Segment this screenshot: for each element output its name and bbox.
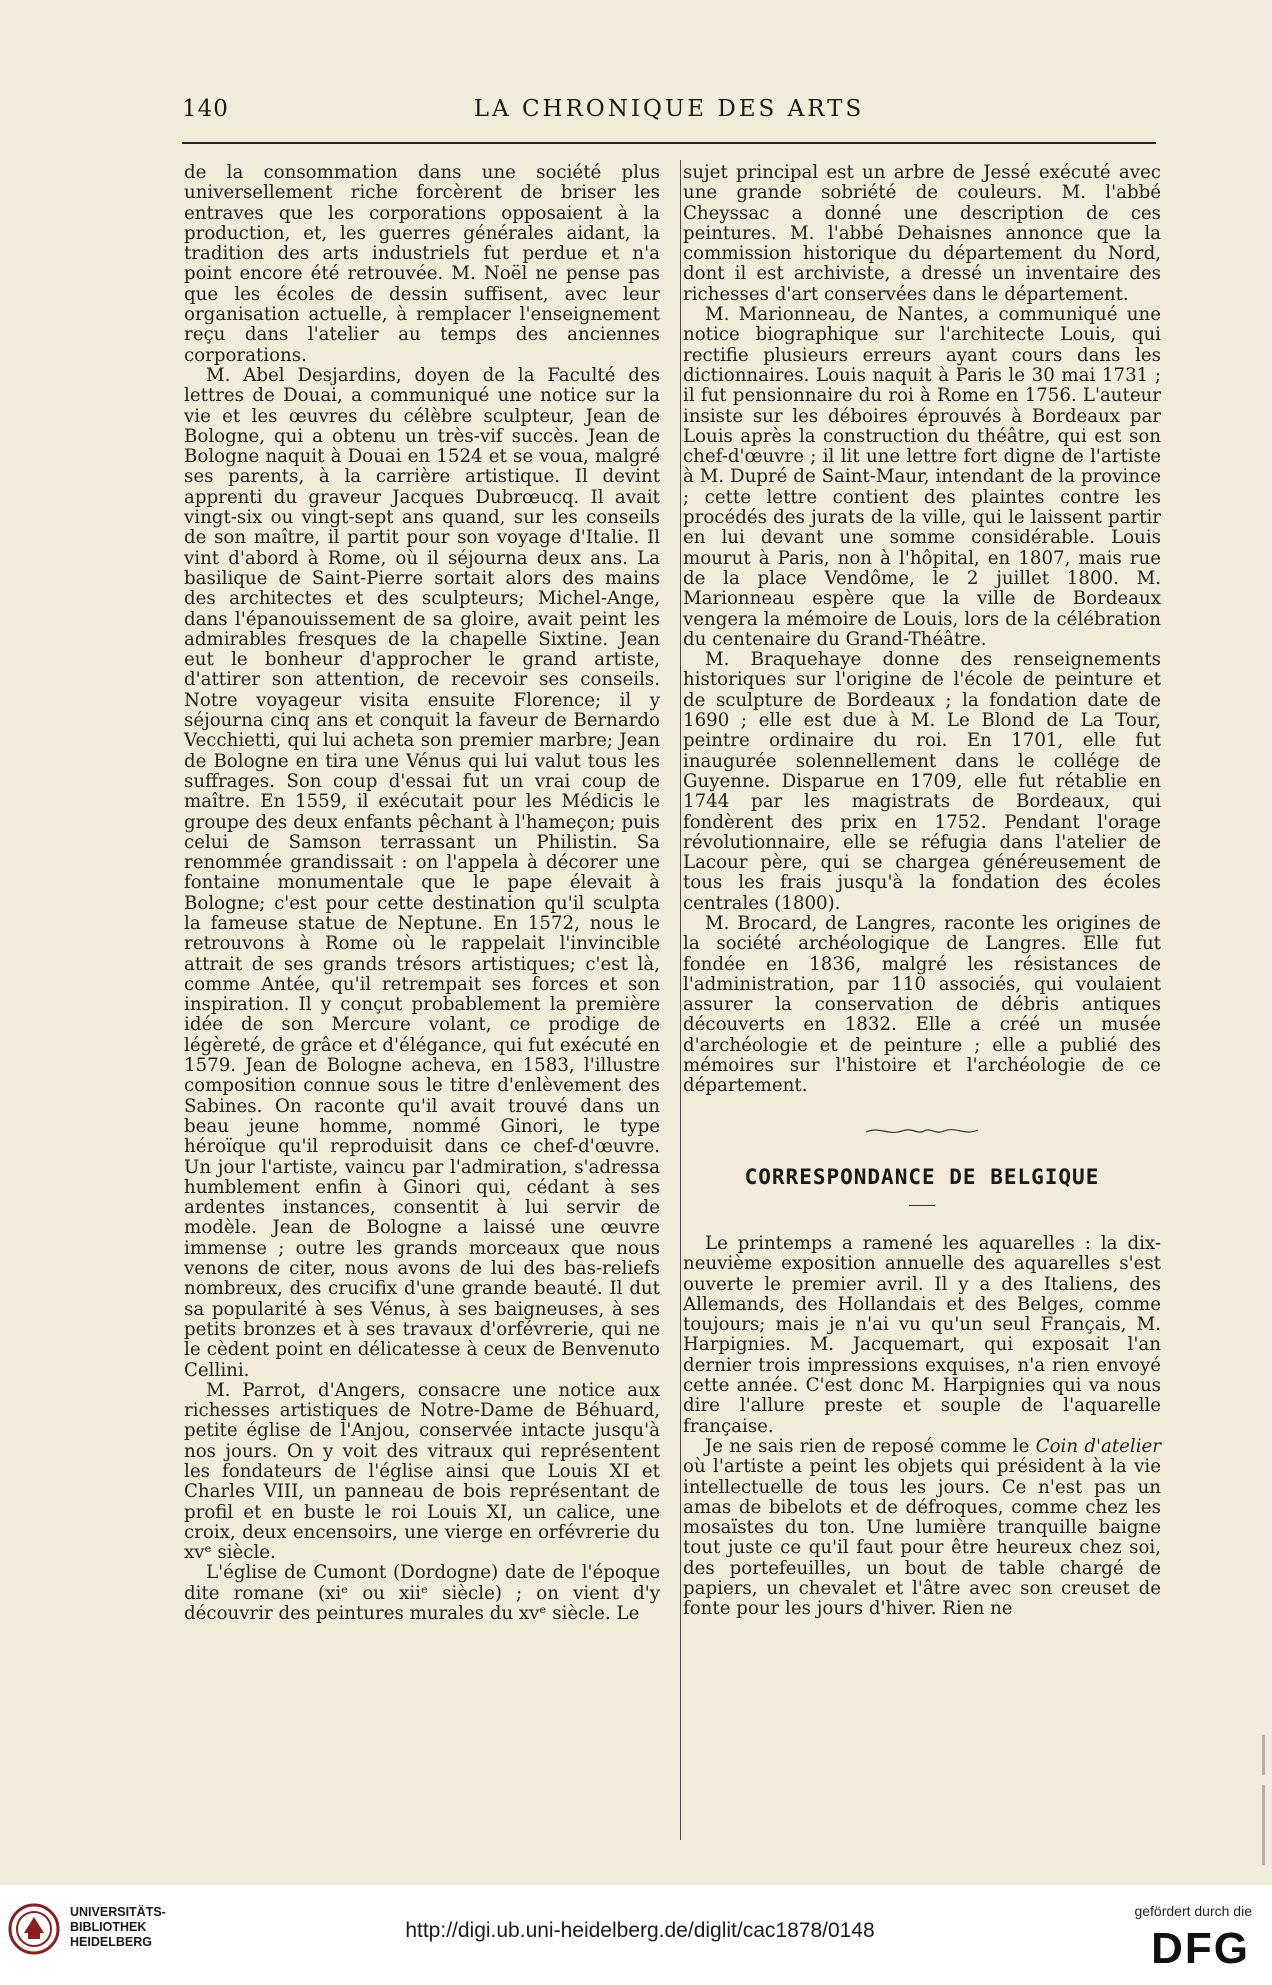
text-run: Je ne sais rien de reposé comme le	[705, 1435, 1036, 1457]
source-url-link[interactable]: http://digi.ub.uni-heidelberg.de/diglit/cac1878/0148	[405, 1919, 875, 1942]
paragraph	[683, 1437, 1161, 1620]
institution-name	[70, 1905, 166, 1950]
page-number: 140	[182, 96, 229, 122]
running-title: LA CHRONIQUE DES ARTS	[473, 96, 865, 122]
paragraph: M. Parrot, d'Angers, consacre une notice aux richesses artistiques de Notre-Dame de Béhuard, petite église de l'Anjou, conservée intacte jusqu'à nos jours. On y voit des vitraux qui représentent les fondateurs de l'église ainsi que Louis XI et Charles VIII, un panneau de bois représentant de profil et en buste le roi Louis XI, un calice, une croix, deux encensoirs, une vierge en orfévrerie du xvᵉ siècle.	[184, 1379, 660, 1564]
left-column	[184, 163, 660, 1624]
paragraph: M. Brocard, de Langres, raconte les origines de la société archéologique de Langres. Elle fut fondée en 1836, malgré les résistances de l'administration, par 110 associés, qui voulaient assurer la conservation de débris antiques découverts en 1832. Elle a créé un musée d'archéologie et de peinture ; elle a publié des mémoires sur l'histoire et l'archéologie de ce département.	[683, 912, 1161, 1097]
paragraph: M. Braquehaye donne des renseignements historiques sur l'origine de l'école de peinture et de sculpture de Bordeaux ; la fondation date de 1690 ; elle est due à M. Le Blond de La Tour, peintre ordinaire du roi. En 1701, elle fut inaugurée solennellement dans le collége de Guyenne. Disparue en 1709, elle fut rétablie en 1744 par les magistrats de Bordeaux, qui fondèrent des prix en 1752. Pendant l'orage révolutionnaire, elle se réfugia dans l'atelier de Lacour père, qui se chargea généreusement de tous les frais jusqu'à la fondation des écoles centrales (1800).	[683, 649, 1161, 914]
university-seal-icon	[8, 1903, 60, 1955]
short-rule	[909, 1205, 935, 1206]
ornament-divider	[683, 1123, 1161, 1137]
paragraph: de la consommation dans une société plus universellement riche forcèrent de briser les entraves que les corporations opposaient à la production, et, les guerres générales aidant, la tradition des arts industriels fut perdue et n'a point encore été retrouvée. M. Noël ne pense pas que les écoles de dessin suffisent, avec leur organisation actuelle, à remplacer l'enseignement reçu dans l'atelier au temps des anciennes corporations.	[184, 162, 660, 366]
scan-edge-mark	[1262, 1735, 1265, 1775]
paragraph: M. Abel Desjardins, doyen de la Faculté des lettres de Douai, a communiqué une notice sur la vie et les œuvres du célèbre sculpteur, Jean de Bologne, qui a obtenu un très-vif succès. Jean de Bologne naquit à Douai en 1524 et se voua, malgré ses parents, à la carrière artistique. Il devint apprenti du graveur Jacques Dubrœucq. Il avait vingt-six ou vingt-sept ans quand, sur les conseils de son maître, il partit pour son voyage d'Italie. Il vint d'abord à Rome, où il séjourna deux ans. La basilique de Saint-Pierre sortait alors des mains des architectes et des sculpteurs; Michel-Ange, dans l'épanouissement de sa gloire, avait peint les admirables fresques de la chapelle Sixtine. Jean eut le bonheur d'approcher le grand artiste, d'attirer son attention, de recevoir ses conseils. Notre voyageur visita ensuite Florence; il y séjourna cinq ans et conquit la faveur de Bernardo Vecchietti, qui lui acheta son premier marbre; Jean de Bologne en tira une Vénus qui lui valut tous les suffrages. Son coup d'essai fut un vrai coup de maître. En 1559, il exécutait pour les Médicis le groupe des deux enfants pêchant à l'hameçon; puis celui de Samson terrassant un Philistin. Sa renommée grandissait : on l'appela à décorer une fontaine monumentale que le pape élevait à Bologne; c'est pour cette destination qu'il sculpta la fameuse statue de Neptune. En 1572, nous le retrouvons à Rome où le rappelait l'invincible attrait de ses grands trésors artistiques; c'est là, comme Antée, qu'il retrempait ses forces et son inspiration. Il y conçut probablement la première idée de son Mercure volant, ce prodige de légèreté, de grâce et d'élégance, qui fut exécuté en 1579. Jean de Bologne acheva, en 1583, l'illustre composition connue sous le titre d'enlèvement des Sabines. On raconte qu'il avait trouvé dans un beau jeune homme, nommé Ginori, le type héroïque qu'il reproduisit dans ce chef-d'œuvre. Un jour l'artiste, vaincu par l'admiration, s'adressa humblement enfin à Ginori qui, cédant à ses ardentes instances, consentit à lui servir de modèle. Jean de Bologne a laissé une œuvre immense ; outre les grands morceaux que nous venons de citer, nous avons de lui des bas-reliefs nombreux, des crucifix d'une grande beauté. Il dut sa popularité à ses Vénus, à ses baigneuses, à ses petits bronzes et à ses travaux d'orfévrerie, qui ne le cèdent point en délicatesse à ceux de Benvenuto Cellini.	[184, 364, 660, 1381]
italic-title: Coin d'atelier	[1035, 1435, 1162, 1457]
paragraph: Le printemps a ramené les aquarelles : la dix-neuvième exposition annuelle des aquarelles s'est ouverte le premier avril. Il y a des Italiens, des Allemands, des Hollandais et des Belges, comme toujours; mais je n'ai vu qu'un seul Français, M. Harpignies. M. Jacquemart, qui exposait l'an dernier trois impressions exquises, n'a rien envoyé cette année. C'est donc M. Harpignies qui va nous dire l'allure preste et souple de l'aquarelle française.	[683, 1232, 1161, 1437]
paragraph: M. Marionneau, de Nantes, a communiqué une notice biographique sur l'architecte Louis, qui rectifie plusieurs erreurs ayant cours dans les dictionnaires. Louis naquit à Paris le 30 mai 1731 ; il fut pensionnaire du roi à Rome en 1756. L'auteur insiste sur les déboires éprouvés à Bordeaux par Louis après la construction du théâtre, qui est son chef-d'œuvre ; il lit une lettre fort digne de l'artiste à M. Dupré de Saint-Maur, intendant de la province ; cette lettre contient des plaintes contre les procédés des jurats de la ville, qui le laissent partir en lui devant une somme considérable. Louis mourut à Paris, non à l'hôpital, en 1807, mais rue de la place Vendôme, le 2 juillet 1800. M. Marionneau espère que la ville de Bordeaux vengera la mémoire de Louis, lors de la célébration du centenaire du Grand-Théâtre.	[683, 304, 1161, 650]
footer-bar	[0, 1885, 1272, 1985]
header-rule	[182, 142, 1156, 144]
paragraph: sujet principal est un arbre de Jessé exécuté avec une grande sobriété de couleurs. M. l'abbé Cheyssac a donné une description de ces peintures. M. l'abbé Dehaisnes annonce que la commission historique du département du Nord, dont il est archiviste, a dressé un inventaire des richesses d'art conservées dans le département.	[683, 162, 1161, 305]
column-divider	[680, 160, 681, 1840]
page-header	[182, 96, 1156, 136]
right-column	[683, 163, 1161, 1620]
institution-line: UNIVERSITÄTS-	[70, 1905, 166, 1919]
flourish-icon	[862, 1124, 982, 1138]
dfg-logo: DFG	[1151, 1924, 1250, 1973]
text-run: où l'artiste a peint les objets qui président à la vie intellectuelle de tous les jours. Ce n'est pas un amas de bibelots et de défroques, comme chez les mosaïstes du ton. Une lumière tranquille baigne tout juste ce qu'il faut pour être heureux chez soi, des portefeuilles, un bout de table chargé de papiers, un chevalet et l'âtre avec son creuset de fonte pour les jours d'hiver. Rien ne	[683, 1456, 1161, 1620]
section-title: CORRESPONDANCE DE BELGIQUE	[744, 1164, 1100, 1189]
institution-line: HEIDELBERG	[70, 1935, 152, 1949]
paragraph: L'église de Cumont (Dordogne) date de l'époque dite romane (xiᵉ ou xiiᵉ siècle) ; on vient d'y découvrir des peintures murales du xvᵉ siècle. Le	[184, 1562, 660, 1625]
funded-by-label: gefördert durch die	[1134, 1903, 1252, 1919]
scan-edge-mark	[1262, 1785, 1265, 1865]
institution-line: BIBLIOTHEK	[70, 1920, 147, 1934]
